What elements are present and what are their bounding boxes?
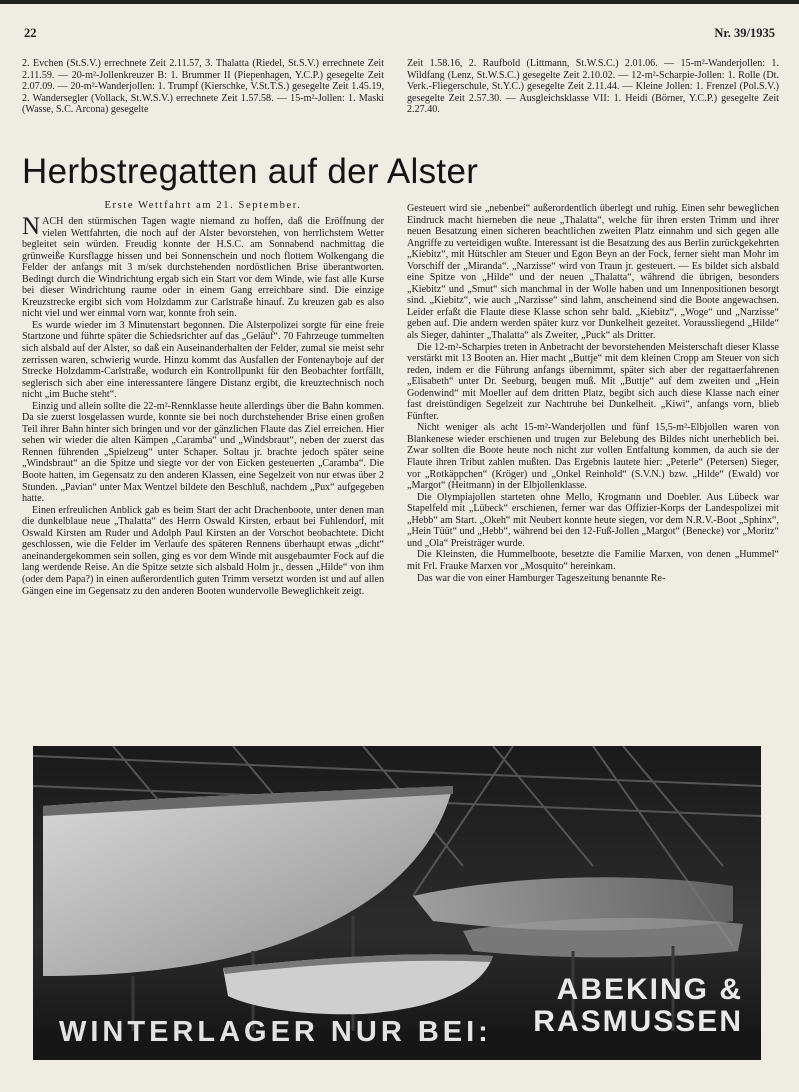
page-number: 22: [24, 26, 37, 40]
top-border: [0, 0, 799, 4]
paragraph: Die Olympiajollen starteten ohne Mello, Krogmann und Doebler. Aus Lübeck war Stapelfeld mit „Lübeck“ erschienen, ferner war das Offizier-Korps der Landespolizei mit „Hebb“ am Start. „Okeh“ mit Neubert konnte heute siegen, vor dem N.R.V.-Boot „Sphinx“, „Hein Tüüt“ und „Hebb“, während bei den 12-Fuß-Jollen „Margot“ (Benecke) vor „Moritz“ und „Ola“ Preisträger wurde.: [407, 491, 779, 549]
paragraph: Die 12-m²-Scharpies treten in Anbetracht der bevorstehenden Meisterschaft dieser Klasse verstärkt mit 13 Booten an. Hier macht „Buttje“ mit dem kleinen Cropp am Steuer von sich reden, indem er die Führung anfangs übernimmt, später sich aber der regattaerfahrenen „Elisabeth“ unter Dr. Seeburg, beugen muß. Mit „Buttje“ auf dem zweiten und „Hein Godenwind“ mit Moeller auf dem dritten Platz, begibt sich auch diese Klasse nach einer fast dreistündigen Segelzeit zur Nachtruhe bei Dunkelheit. „Kiwi“, anfangs vorn, blieb Fünfter.: [407, 341, 779, 422]
article-column-right: [407, 203, 779, 584]
paragraph: [22, 213, 384, 320]
results-column-right: [407, 58, 779, 116]
paragraph: Das war die von einer Hamburger Tageszeitung benannte Re-: [417, 572, 666, 584]
article-headline: Herbstregatten auf der Alster: [22, 152, 479, 191]
article-column-left: [22, 213, 384, 597]
drop-cap: N: [22, 213, 41, 240]
advertisement-photo: [33, 746, 761, 1060]
shipyard-brand: [533, 974, 743, 1038]
paragraph: Gesteuert wird sie „nebenbei“ außerordentlich überlegt und ruhig. Einen sehr beweglichen Eindruck macht hierneben die neue „Thalatta“, welche für ihren ersten Trimm und ihrer neuen Besatzung einen sicheren beachtlichen zweiten Platz einnahm und sich gegen alle Angriffe zu verteidigen wußte. Interessant ist die Besatzung des aus Berlin zurückgekehrten „Kiebitz“, mit Hütschler am Steuer und Egon Beyn an der Fock, ferner sieht man Mohr im Vorschiff der „Miranda“. „Narzisse“ wird von Traun jr. gesteuert. — Es bildet sich alsbald eine Spitze von „Hilde“ und der neuen „Thalatta“, während die übrigen, besonders „Kiebitz“ und „Smut“ sich manchmal in der Wolle haben und um Innenpositionen besorgt sind. „Kiebitz“, wie auch „Narzisse“ sind lahm, anscheinend sind die Boote angewachsen. Leider erfaßt die Flaute diese Klasse schon sehr bald. „Kiebitz“, „Woge“ und „Narzisse“ geben auf. Die andern werden später kurz vor Dunkelheit gezeitet. Voraussliegend „Hilde“ als Sieger, dahinter „Thalatta“ als Zweiter, „Puck“ als Dritter.: [407, 203, 779, 342]
paragraph: Es wurde wieder im 3 Minutenstart begonnen. Die Alsterpolizei sorgte für eine freie Startzone und führte später die Schiedsrichter auf das „Geläuf“. 70 Fahrzeuge tummelten sich alsbald auf der Alster, so daß ein Auseinanderhalten der Felder, zumal sie meist sehr zerrissen waren, schwierig wurde. Hinzu kommt das Ausfallen der Fontenayboje auf der Strecke Holzdamm-Carlstraße, wodurch ein Kontrollpunkt für den Beobachter fortfällt, seglerisch sich aber eine interessantere längere Distanz ergibt, die kreuztechnisch noch nicht „im Buche steht“.: [22, 319, 384, 401]
brand-line-1: ABEKING &: [556, 973, 743, 1006]
paragraph: Einzig und allein sollte die 22-m²-Rennklasse heute allerdings über die Bahn kommen. Da sie zuerst losgelassen wurde, konnte sie bei noch durchstehender Brise einen großen Teil ihrer Bahn hinter sich bringen und vor der gänzlichen Flaute das Ziel erreichen. Hier sehen wir wieder die alten Kämpen „Caramba“ und „Windsbraut“, neben der zuerst das Rennen führenden „Spielzeug“ unter Schaper. Soltau jr. brachte jedoch später seine „Windsbraut“ an die Spitze und siegte vor der von Eicken gesteuerten „Caramba“. Die Boote hatten, im Gegensatz zu den anderen Klassen, eine Segelzeit von nur etwas über 2 Stunden. „Pavian“ unter Max Wentzel bildete den Beschluß, nachdem „Pux“ aufgegeben hatte.: [22, 400, 384, 505]
brand-line-2: RASMUSSEN: [533, 1005, 743, 1038]
paragraph: Nicht weniger als acht 15-m²-Wanderjollen und fünf 15,5-m²-Elbjollen waren von Blankenese wieder erschienen und trugen zur Belebung des Bildes nicht unerheblich bei. Zwar sollten die Boote heute noch nicht zur vollen Entfaltung kommen, da auch sie der Flaute ihren Tribut zahlen mußten. Das Ergebnis lautete hier: „Peterle“ (Petersen) Sieger, vor „Rotkäppchen“ (Kröger) und „Onkel Reinhold“ (S.V.N.) bzw. „Hilde“ (Ewald) vor „Margot“ (Heitmann) in der Elbjollenklasse.: [407, 422, 779, 492]
paragraph: Einen erfreulichen Anblick gab es beim Start der acht Drachenboote, unter denen man die dunkelblaue neue „Thalatta“ des Herrn Oswald Kirsten, erbaut bei Fuhlendorf, mit Oswald Kirsten am Ruder und Adolph Paul Kirsten an der Vorschot beobachtete. Dicht geschlossen, wie die Felder im Verlaufe des späteren Rennens überhaupt etwas „dicht“ aneinandergekommen sein sollen, ging es vor dem Winde mit ausgebaumter Fock auf die lang werdende Reise. An die Spitze setzte sich alsbald Holm jr., dessen „Hilde“ von ihm (oder dem Papa?) in einen außerordentlich guten Trimm versetzt worden ist und auf allen Gängen eine im Gegensatz zu den anderen Booten wundervolle Beweglichkeit zeigt.: [22, 504, 384, 597]
article-subtitle: Erste Wettfahrt am 21. September.: [104, 200, 302, 211]
issue-number: Nr. 39/1935: [714, 26, 775, 40]
paragraph-text: ACH den stürmischen Tagen wagte niemand zu hoffen, daß die Eröffnung der vielen Wettfahrten, die noch auf der Alster bevorstehen, von herrlichstem Wetter begleitet sein würden. Freudig konnte der H.S.C. am Sonnabend nachmittag die grünweiße Kursflagge hissen und bei Sonnenschein und noch flottem Wolkengang die Felder der anfangs mit 3 m/sek durchstehenden nordöstlichen Brise überantworten. Bedingt durch die Windrichtung ergab sich ein Start vor dem Winde, wie fast alle Kurse bei dieser Windrichtung raume oder in einem Gang erreichbare sind. Die einzige Kreuzstrecke ergibt sich vom Holzdamm zur Carlstraße hinauf. Zu kreuzen gab es also nicht viel und wer einmal vorn war, konnte froh sein.: [22, 216, 384, 320]
results-column-left: [22, 58, 384, 116]
results-text-left: 2. Evchen (St.S.V.) errechnete Zeit 2.11.57, 3. Thalatta (Riedel, St.S.V.) errechnete Zeit 2.11.59. — 20-m²-Jollenkreuzer B: 1. Brummer II (Piepenhagen, Y.C.P.) gesegelte Zeit 2.07.09. — 20-m²-Wanderjollen: 1. Trumpf (Kierschke, V.St.T.S.) gesegelte Zeit 1.45.19, 2. Wandersegler (Vollack, St.W.S.V.) errechnete Zeit 1.57.58. — 15-m²-Jollen: 1. Maski (Wasse, S.C. Arcona) gesegelte: [22, 58, 384, 116]
ad-slogan: WINTERLAGER NUR BEI:: [59, 1016, 492, 1048]
paragraph: Die Kleinsten, die Hummelboote, besetzte die Familie Marxen, von denen „Hummel“ mit Frl. Frauke Marxen vor „Mosquito“ hereinkam.: [407, 549, 779, 572]
results-text-right: Zeit 1.58.16, 2. Raufbold (Littmann, St.W.S.C.) 2.01.06. — 15-m²-Wanderjollen: 1. Wildfang (Lenz, St.W.S.C.) gesegelte Zeit 2.10.02. — 12-m²-Scharpie-Jollen: 1. Rolle (Dt. Verk.-Fliegerschule, St.Y.C.) gesegelte Zeit 2.11.44. — Kleine Jollen: 1. Frenzel (Pol.S.V.) gesegelte Zeit 2.57.30. — Ausgleichsklasse VII: 1. Heidi (Börner, Y.C.P.) gesegelte Zeit 2.27.40.: [407, 58, 779, 116]
